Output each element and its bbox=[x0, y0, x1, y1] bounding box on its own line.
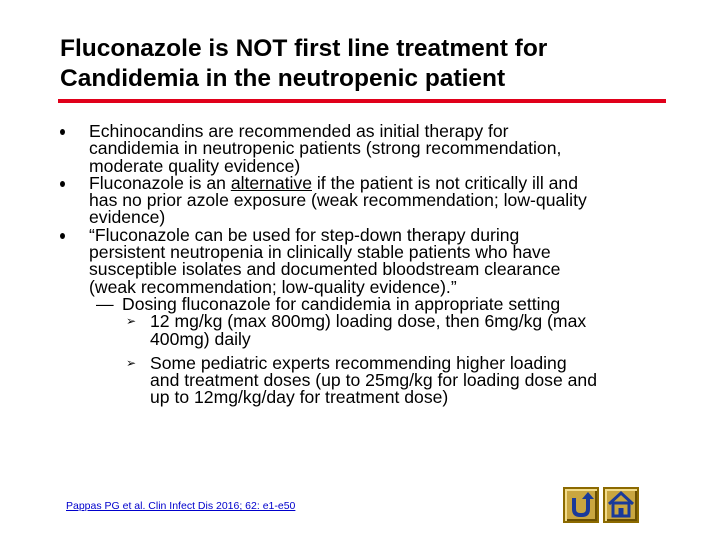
back-button[interactable] bbox=[563, 487, 599, 523]
bullet-line: Echinocandins are recommended as initial therapy for bbox=[89, 121, 509, 141]
title-line-2: Candidemia in the neutropenic patient bbox=[60, 65, 506, 92]
citation-link[interactable]: Pappas PG et al. Clin Infect Dis 2016; 62: e1-e50 bbox=[66, 500, 296, 512]
bullet-line: 400mg) daily bbox=[150, 328, 251, 349]
text-segment: Fluconazole is an bbox=[89, 172, 231, 193]
home-icon bbox=[605, 489, 637, 521]
arrow-bullet-icon: ➢ bbox=[126, 355, 137, 370]
return-arrow-icon bbox=[565, 489, 597, 521]
bullet-line: moderate quality evidence) bbox=[89, 155, 301, 176]
arrow-bullet-icon: ➢ bbox=[126, 314, 137, 329]
bullet-line: Some pediatric experts recommending higher loading bbox=[150, 352, 567, 373]
bullet-line: “Fluconazole can be used for step-down therapy during bbox=[89, 224, 520, 245]
bullet-line: Dosing fluconazole for candidemia in appropriate setting bbox=[122, 293, 561, 314]
bullet-dot-icon bbox=[60, 181, 65, 187]
bullet-line: has no prior azole exposure (weak recommendation; low-quality bbox=[89, 190, 587, 211]
bullet-line: persistent neutropenia in clinically stable patients who have bbox=[89, 242, 551, 263]
home-button[interactable] bbox=[603, 487, 639, 523]
bullet-echinocandins bbox=[58, 123, 670, 175]
bullet-line: evidence) bbox=[89, 207, 166, 228]
bullet-line: (weak recommendation; low-quality evidence).” bbox=[89, 276, 457, 297]
underlined-word: alternative bbox=[230, 172, 312, 193]
bullet-line: up to 12mg/kg/day for treatment dose) bbox=[150, 387, 449, 408]
bullet-line: susceptible isolates and documented bloodstream clearance bbox=[89, 259, 561, 280]
title-divider bbox=[58, 99, 666, 103]
dash-bullet-icon: — bbox=[96, 293, 114, 314]
bullet-dot-icon bbox=[60, 129, 65, 135]
bullet-line: candidemia in neutropenic patients (strong recommendation, bbox=[89, 138, 562, 159]
text-segment: if the patient is not critically ill and bbox=[312, 172, 578, 193]
bullet-step-down-quote bbox=[58, 224, 670, 297]
bullet-line: 12 mg/kg (max 800mg) loading dose, then 6mg/kg (max bbox=[150, 311, 587, 332]
title-line-1: Fluconazole is NOT first line treatment for bbox=[60, 35, 548, 62]
bullet-fluconazole-alternative bbox=[58, 172, 670, 228]
slide-title bbox=[60, 34, 660, 94]
bullet-list bbox=[58, 123, 670, 407]
sub-sub-bullet-pediatric bbox=[58, 352, 670, 408]
sub-sub-bullet-dose bbox=[58, 313, 670, 348]
bullet-dot-icon bbox=[60, 233, 65, 239]
bullet-line: and treatment doses (up to 25mg/kg for loading dose and bbox=[150, 370, 597, 391]
